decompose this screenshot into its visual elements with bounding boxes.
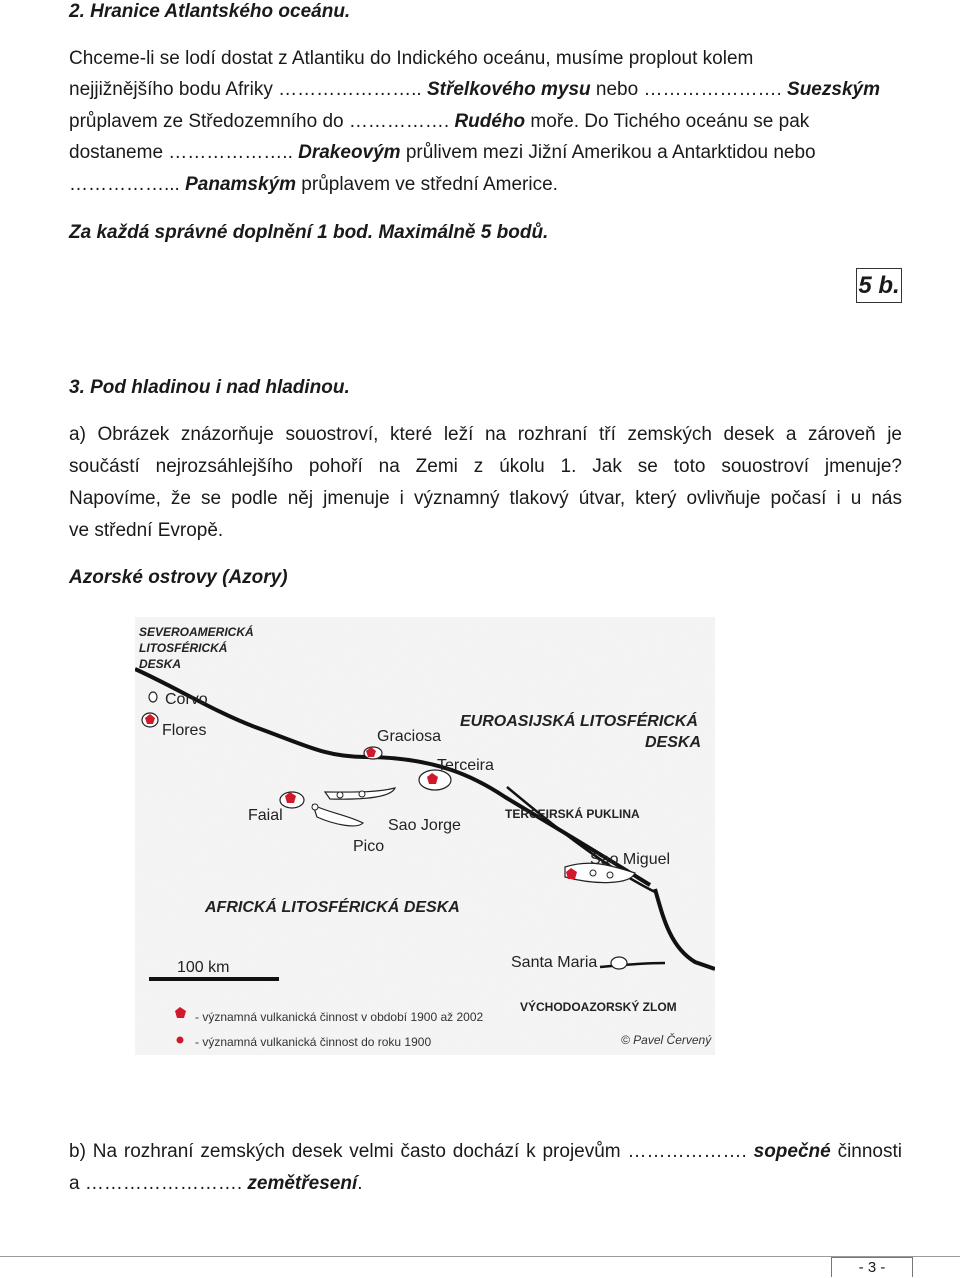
text-fragment: průplavem ve střední Americe.	[296, 174, 558, 195]
answer-zemetreseni: zemětřesení	[247, 1173, 358, 1194]
blank-4: dostaneme ………………..	[69, 142, 299, 163]
volcano-marker-sao-jorge-2	[359, 791, 365, 797]
island-terceira-label: Terceira	[437, 757, 494, 774]
volcano-marker-sao-jorge-1	[337, 792, 343, 798]
q2-text-line-5	[69, 174, 558, 196]
plate-eurasian-line1: EUROASIJSKÁ LITOSFÉRICKÁ	[460, 713, 698, 730]
q2-heading: 2. Hranice Atlantského oceánu.	[69, 1, 351, 22]
answer-drakeovym: Drakeovým	[298, 142, 401, 163]
volcano-marker-sao-miguel-2	[590, 870, 596, 876]
footer-divider	[0, 1256, 960, 1257]
island-corvo-shape	[149, 692, 157, 702]
plate-north-american-line3: DESKA	[139, 657, 182, 671]
island-corvo-label: Corvo	[165, 691, 208, 708]
q2-text-line-1: Chceme-li se lodí dostat z Atlantiku do Indického oceánu, musíme proplout kolem	[69, 48, 754, 69]
q3a-answer: Azorské ostrovy (Azory)	[69, 567, 288, 588]
q3a-text-line-3: Napovíme, že se podle něj jmenuje i významný tlakový útvar, který ovlivňuje počasí i u nás	[69, 488, 902, 509]
q2-text-line-2	[69, 79, 880, 101]
answer-suezskym: Suezským	[787, 79, 880, 100]
q3b-text-line-1	[69, 1141, 902, 1163]
island-graciosa-label: Graciosa	[377, 728, 442, 745]
answer-sopecne: sopečné	[753, 1141, 831, 1162]
island-santa-maria-label: Santa Maria	[511, 954, 598, 971]
legend-old: - významná vulkanická činnost do roku 1900	[195, 1035, 432, 1049]
q3a-text-line-2: součástí nejrozsáhlejšího pohoří na Zemi z úkolu 1. Jak se toto souostroví jmenuje?	[69, 456, 902, 477]
copyright: © Pavel Červený	[621, 1033, 712, 1047]
q3a-text-line-1: a) Obrázek znázorňuje souostroví, které leží na rozhraní tří zemských desek a zároveň je	[69, 424, 902, 445]
volcano-marker-sao-miguel-3	[607, 872, 613, 878]
points-box: 5 b.	[856, 268, 902, 303]
blank-1: nejjižnějšího bodu Afriky …………………..	[69, 79, 427, 100]
blank-3: průplavem ze Středozemního do …………….	[69, 111, 455, 132]
scale-label: 100 km	[177, 959, 230, 976]
text-fragment: průlivem mezi Jižní Amerikou a Antarktidou nebo	[400, 142, 816, 163]
legend-recent: - významná vulkanická činnost v období 1900 až 2002	[195, 1010, 484, 1024]
text-fragment: činnosti	[830, 1141, 902, 1162]
plate-african: AFRICKÁ LITOSFÉRICKÁ DESKA	[205, 899, 460, 916]
blank-2: nebo ………………….	[590, 79, 788, 100]
plate-eurasian-line2: DESKA	[645, 734, 702, 751]
rift-label: TERCEIRSKÁ PUKLINA	[505, 807, 640, 821]
q3a-text-line-4: ve střední Evropě.	[69, 520, 224, 541]
q3b-blank-2: a …………………….	[69, 1173, 248, 1194]
plate-north-american-line2: LITOSFÉRICKÁ	[139, 641, 228, 655]
q2-text-line-4	[69, 142, 816, 164]
q3b-text-line-2	[69, 1173, 363, 1195]
island-pico-label: Pico	[353, 838, 385, 855]
answer-rudeho: Rudého	[454, 111, 526, 132]
island-sao-jorge-label: Sao Jorge	[388, 817, 461, 834]
q3b-blank-1: b) Na rozhraní zemských desek velmi často dochází k projevům ……………….	[69, 1141, 754, 1162]
island-faial-label: Faial	[248, 807, 283, 824]
q2-text-line-3	[69, 111, 809, 133]
island-sao-miguel-label: Sao Miguel	[590, 851, 671, 868]
legend-marker-old	[177, 1037, 184, 1044]
text-fragment: .	[357, 1173, 363, 1194]
answer-panamskym: Panamským	[185, 174, 297, 195]
fault-label: VÝCHODOAZORSKÝ ZLOM	[520, 1000, 677, 1014]
answer-strelkoveho: Střelkového mysu	[426, 79, 591, 100]
island-santa-maria-shape	[611, 957, 627, 969]
blank-5: ……………...	[69, 174, 186, 195]
scale-bar	[149, 977, 279, 981]
plate-north-american-line1: SEVEROAMERICKÁ	[139, 625, 254, 639]
island-flores-label: Flores	[162, 722, 207, 739]
text-fragment: moře. Do Tichého oceánu se pak	[525, 111, 810, 132]
q2-scoring-note: Za každá správné doplnění 1 bod. Maximálně 5 bodů.	[69, 222, 549, 243]
page-number: - 3 -	[831, 1257, 913, 1277]
volcano-marker-pico	[312, 804, 318, 810]
azores-map	[135, 617, 715, 1055]
q3-heading: 3. Pod hladinou i nad hladinou.	[69, 377, 350, 398]
